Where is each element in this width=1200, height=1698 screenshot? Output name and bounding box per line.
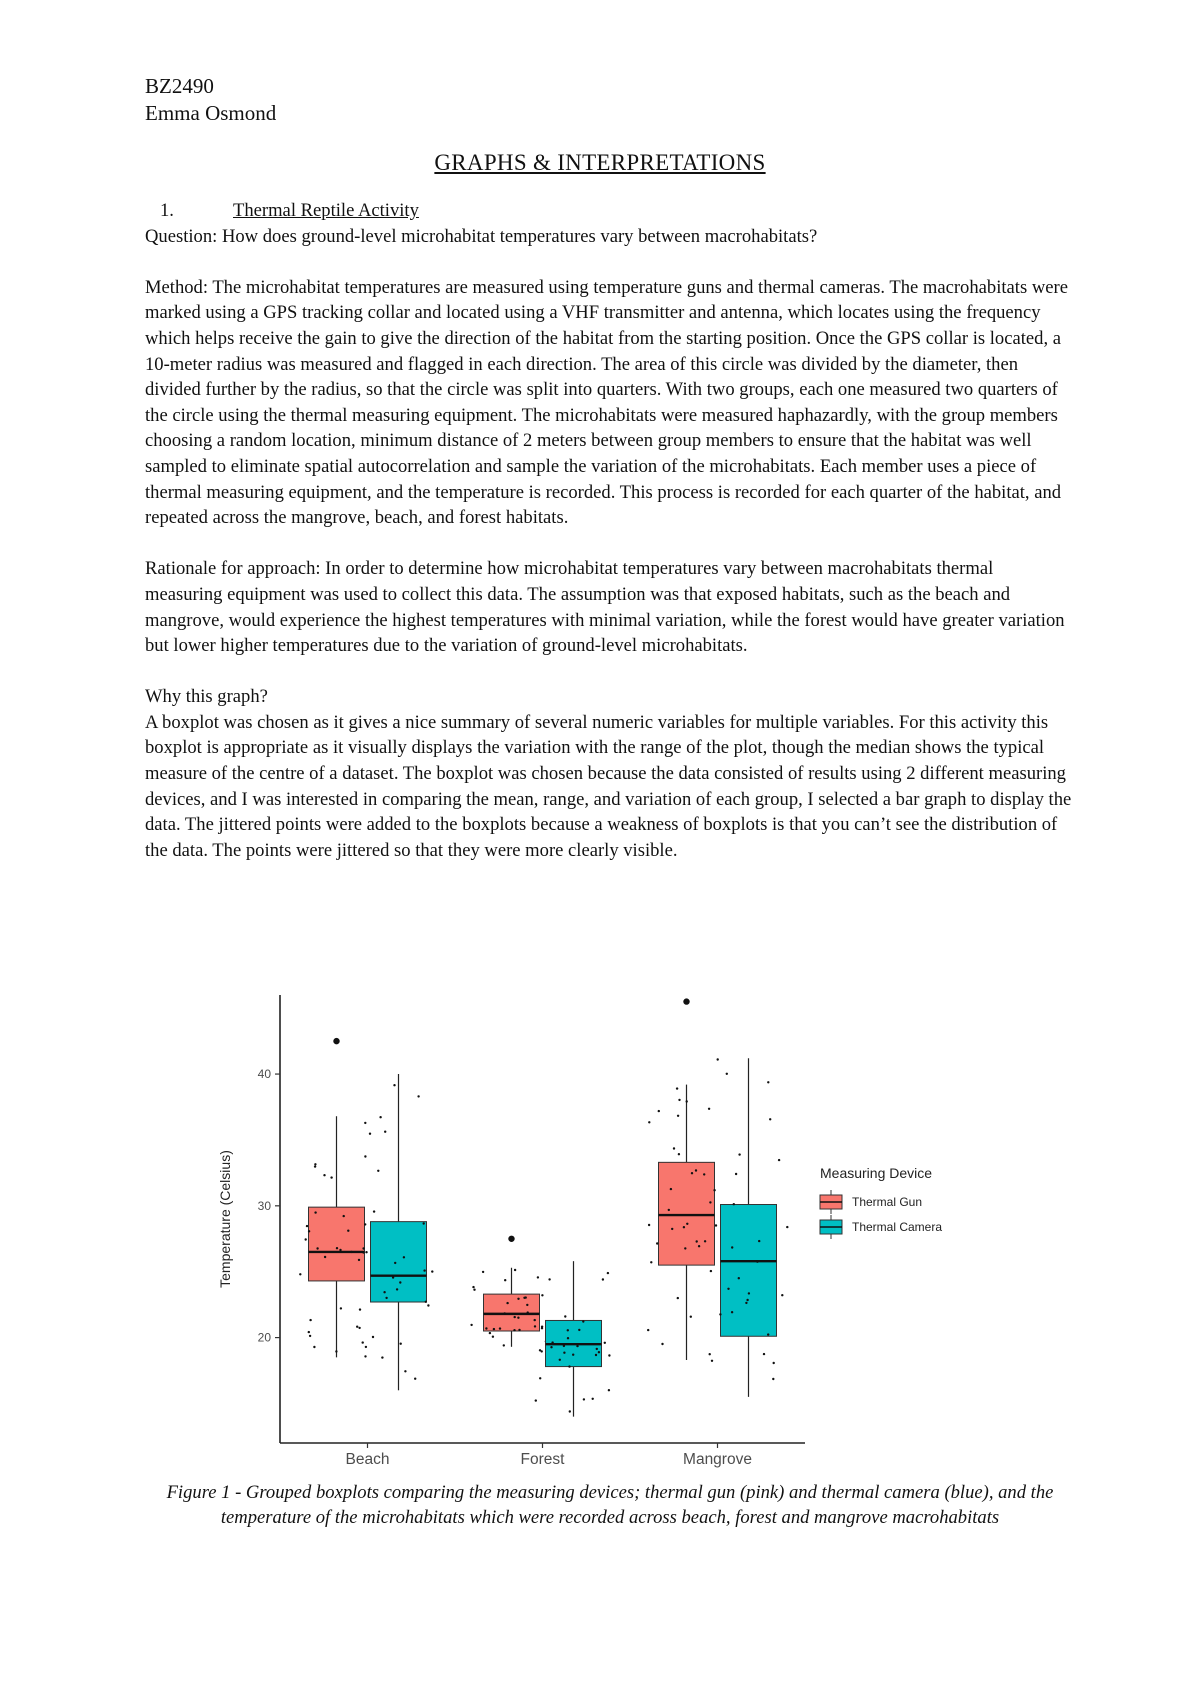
jitter-point <box>650 1261 652 1263</box>
jitter-point <box>582 1320 584 1322</box>
jitter-point <box>568 1365 570 1367</box>
jitter-point <box>499 1327 501 1329</box>
jitter-point <box>698 1245 700 1247</box>
jitter-point <box>604 1342 606 1344</box>
jitter-point <box>372 1336 374 1338</box>
jitter-point <box>678 1153 680 1155</box>
jitter-point <box>676 1087 678 1089</box>
jitter-point <box>365 1346 367 1348</box>
jitter-point <box>686 1100 688 1102</box>
jitter-point <box>518 1329 520 1331</box>
jitter-point <box>384 1131 386 1133</box>
x-tick-label-beach: Beach <box>345 1451 390 1468</box>
box-thermal-gun-forest <box>484 1294 540 1331</box>
jitter-point <box>578 1329 580 1331</box>
jitter-point <box>369 1133 371 1135</box>
jitter-point <box>485 1327 487 1329</box>
question-paragraph: Question: How does ground-level microhabitat temperatures vary between macrohabitats? <box>145 225 818 247</box>
jitter-point <box>343 1215 345 1217</box>
box-thermal-camera-beach <box>371 1222 427 1302</box>
jitter-point <box>773 1362 775 1364</box>
jitter-point <box>550 1346 552 1348</box>
jitter-point <box>731 1311 733 1313</box>
jitter-point <box>336 1247 338 1249</box>
jitter-point <box>572 1354 574 1356</box>
author-name: Emma Osmond <box>145 101 277 125</box>
jitter-point <box>525 1296 527 1298</box>
jitter-point <box>738 1153 740 1155</box>
jitter-point <box>592 1398 594 1400</box>
jitter-point <box>314 1211 316 1213</box>
jitter-point <box>373 1210 375 1212</box>
outlier-point-thermal-gun-mangrove <box>683 998 689 1004</box>
jitter-point <box>527 1311 529 1313</box>
jitter-point <box>563 1352 565 1354</box>
jitter-point <box>708 1108 710 1110</box>
jitter-point <box>358 1327 360 1329</box>
jitter-point <box>658 1110 660 1112</box>
jitter-point <box>417 1095 419 1097</box>
jitter-point <box>596 1348 598 1350</box>
jitter-point <box>703 1173 705 1175</box>
jitter-point <box>537 1276 539 1278</box>
jitter-point <box>727 1288 729 1290</box>
section-heading: 1. Thermal Reptile Activity <box>145 198 1075 224</box>
jitter-point <box>347 1230 349 1232</box>
jitter-point <box>313 1346 315 1348</box>
jitter-point <box>608 1389 610 1391</box>
jitter-point <box>563 1345 565 1347</box>
jitter-point <box>364 1122 366 1124</box>
jitter-point <box>364 1223 366 1225</box>
jitter-point <box>691 1172 693 1174</box>
jitter-point <box>489 1332 491 1334</box>
jitter-point <box>482 1271 484 1273</box>
jitter-point <box>385 1297 387 1299</box>
jitter-point <box>583 1398 585 1400</box>
jitter-point <box>517 1298 519 1300</box>
jitter-point <box>399 1281 401 1283</box>
jitter-point <box>670 1188 672 1190</box>
jitter-point <box>324 1256 326 1258</box>
jitter-point <box>719 1313 721 1315</box>
jitter-point <box>335 1350 337 1352</box>
jitter-point <box>535 1399 537 1401</box>
jitter-point <box>492 1336 494 1338</box>
jitter-point <box>569 1410 571 1412</box>
jitter-point <box>661 1343 663 1345</box>
jitter-point <box>656 1242 658 1244</box>
jitter-point <box>767 1081 769 1083</box>
jitter-point <box>733 1203 735 1205</box>
jitter-point <box>684 1247 686 1249</box>
outlier-point-thermal-gun-beach <box>333 1038 339 1044</box>
jitter-point <box>726 1073 728 1075</box>
jitter-point <box>403 1256 405 1258</box>
jitter-point <box>608 1354 610 1356</box>
jitter-point <box>746 1299 748 1301</box>
jitter-point <box>379 1116 381 1118</box>
jitter-point <box>763 1353 765 1355</box>
jitter-point <box>713 1189 715 1191</box>
jitter-point <box>709 1201 711 1203</box>
jitter-point <box>711 1360 713 1362</box>
section-heading-text: Thermal Reptile Activity <box>233 200 419 221</box>
jitter-point <box>647 1329 649 1331</box>
jitter-point <box>677 1115 679 1117</box>
course-code: BZ2490 <box>145 74 214 98</box>
x-tick-label-mangrove: Mangrove <box>683 1451 752 1468</box>
jitter-point <box>778 1159 780 1161</box>
jitter-point <box>381 1356 383 1358</box>
jitter-point <box>767 1333 769 1335</box>
boxplot-figure <box>210 985 980 1470</box>
jitter-point <box>567 1337 569 1339</box>
jitter-point <box>425 1301 427 1303</box>
y-tick-label: 40 <box>257 1067 271 1082</box>
jitter-point <box>306 1225 308 1227</box>
y-tick-label: 30 <box>257 1198 271 1213</box>
jitter-point <box>738 1277 740 1279</box>
jitter-point <box>356 1326 358 1328</box>
jitter-point <box>350 1251 352 1253</box>
jitter-point <box>414 1378 416 1380</box>
rationale-paragraph: Rationale for approach: In order to determine how microhabitat temperatures vary between macrohabitats thermal measuring equipment was used to collect this data. The assumption was that exposed habitats, such as the beach and mangrove, would experience the highest temperatures with minimal variation, while the forest would have greater variation but lower higher temperatures due to the variation of ground-level microhabitats. <box>145 558 1065 657</box>
jitter-point <box>551 1341 553 1343</box>
jitter-point <box>526 1304 528 1306</box>
jitter-point <box>404 1370 406 1372</box>
jitter-point <box>506 1302 508 1304</box>
jitter-point <box>709 1353 711 1355</box>
jitter-point <box>427 1304 429 1306</box>
jitter-point <box>358 1259 360 1261</box>
legend-label-thermal-camera: Thermal Camera <box>852 1220 943 1234</box>
jitter-point <box>514 1316 516 1318</box>
jitter-point <box>308 1331 310 1333</box>
jitter-point <box>330 1176 332 1178</box>
jitter-point <box>567 1329 569 1331</box>
jitter-point <box>504 1279 506 1281</box>
jitter-point <box>534 1325 536 1327</box>
jitter-point <box>340 1307 342 1309</box>
jitter-point <box>314 1163 316 1165</box>
jitter-point <box>305 1238 307 1240</box>
jitter-point <box>359 1308 361 1310</box>
jitter-point <box>769 1118 771 1120</box>
jitter-point <box>717 1058 719 1060</box>
jitter-point <box>393 1084 395 1086</box>
jitter-point <box>595 1354 597 1356</box>
jitter-point <box>671 1228 673 1230</box>
jitter-point <box>677 1297 679 1299</box>
box-thermal-camera-mangrove <box>721 1205 777 1337</box>
jitter-point <box>715 1224 717 1226</box>
legend-label-thermal-gun: Thermal Gun <box>852 1195 923 1209</box>
jitter-point <box>648 1121 650 1123</box>
jitter-point <box>396 1288 398 1290</box>
y-tick-label: 20 <box>257 1330 271 1345</box>
x-tick-label-forest: Forest <box>520 1451 565 1468</box>
jitter-point <box>758 1240 760 1242</box>
jitter-point <box>678 1099 680 1101</box>
jitter-point <box>686 1223 688 1225</box>
jitter-point <box>748 1292 750 1294</box>
jitter-point <box>472 1286 474 1288</box>
jitter-point <box>534 1319 536 1321</box>
jitter-point <box>513 1329 515 1331</box>
jitter-point <box>504 1312 506 1314</box>
jitter-point <box>473 1289 475 1291</box>
outlier-point-thermal-gun-forest <box>508 1236 514 1242</box>
jitter-point <box>377 1170 379 1172</box>
jitter-point <box>668 1209 670 1211</box>
why-paragraph: A boxplot was chosen as it gives a nice summary of several numeric variables for multiple variables. For this activity this boxplot is appropriate as it visually displays the variation with the range of the plot, though the median shows the typical measure of the centre of a dataset. The boxplot was chosen because the data consisted of results using 2 different measuring devices, and I was interested in comparing the mean, range, and variation of each group, I selected a bar graph to display the data. The jittered points were added to the boxplots because a weakness of boxplots is that you can’t see the distribution of the data. The points were jittered so that they were more clearly visible. <box>145 711 1072 861</box>
jitter-point <box>362 1251 364 1253</box>
jitter-point <box>364 1355 366 1357</box>
jitter-point <box>394 1262 396 1264</box>
jitter-point <box>602 1278 604 1280</box>
jitter-point <box>607 1272 609 1274</box>
jitter-point <box>309 1335 311 1337</box>
jitter-point <box>392 1276 394 1278</box>
why-heading: Why this graph? <box>145 686 268 708</box>
jitter-point <box>514 1269 516 1271</box>
jitter-point <box>745 1302 747 1304</box>
jitter-point <box>781 1294 783 1296</box>
jitter-point <box>383 1291 385 1293</box>
jitter-point <box>648 1224 650 1226</box>
box-thermal-gun-beach <box>309 1207 365 1281</box>
jitter-point <box>756 1261 758 1263</box>
jitter-point <box>309 1319 311 1321</box>
jitter-point <box>423 1222 425 1224</box>
jitter-point <box>673 1147 675 1149</box>
jitter-point <box>690 1316 692 1318</box>
jitter-point <box>541 1350 543 1352</box>
document-body <box>145 198 1075 863</box>
jitter-point <box>423 1269 425 1271</box>
jitter-point <box>470 1324 472 1326</box>
jitter-point <box>564 1315 566 1317</box>
jitter-point <box>710 1270 712 1272</box>
jitter-point <box>362 1247 364 1249</box>
method-paragraph: Method: The microhabitat temperatures are measured using temperature guns and thermal cameras. The macrohabitats were marked using a GPS tracking collar and located using a VHF transmitter and antenna, which locates using the frequency which helps receive the gain to give the direction of the habitat from the starting position. Once the GPS collar is located, a 10-meter radius was measured and flagged in each direction. The area of this circle was divided by the diameter, then divided further by the radius, so that the circle was split into quarters. With two groups, each one measured two quarters of the circle using the thermal measuring equipment. The microhabitats were measured haphazardly, with the group members choosing a random location, minimum distance of 2 meters between group members to ensure that the habitat was well sampled to eliminate spatial autocorrelation and sample the variation of the microhabitats. Each member uses a piece of thermal measuring equipment, and the temperature is recorded. This process is recorded for each quarter of the habitat, and repeated across the mangrove, beach, and forest habitats. <box>145 276 1068 529</box>
jitter-point <box>517 1317 519 1319</box>
jitter-point <box>339 1249 341 1251</box>
jitter-point <box>365 1251 367 1253</box>
jitter-point <box>576 1345 578 1347</box>
jitter-point <box>695 1169 697 1171</box>
y-axis-label: Temperature (Celsius) <box>217 1150 233 1288</box>
jitter-point <box>364 1155 366 1157</box>
jitter-point <box>704 1240 706 1242</box>
jitter-point <box>316 1247 318 1249</box>
jitter-point <box>772 1378 774 1380</box>
jitter-point <box>362 1341 364 1343</box>
jitter-point <box>493 1328 495 1330</box>
jitter-point <box>735 1173 737 1175</box>
jitter-point <box>308 1230 310 1232</box>
jitter-point <box>541 1326 543 1328</box>
figure-caption: Figure 1 - Grouped boxplots comparing the measuring devices; thermal gun (pink) and thermal camera (blue), and the temperature of the microhabitats which were recorded across beach, forest and mangrove macrohabitats <box>166 1482 1054 1528</box>
jitter-point <box>731 1246 733 1248</box>
page-title: GRAPHS & INTERPRETATIONS <box>434 150 766 175</box>
jitter-point <box>559 1359 561 1361</box>
jitter-point <box>431 1270 433 1272</box>
jitter-point <box>548 1278 550 1280</box>
legend-title: Measuring Device <box>820 1165 933 1181</box>
jitter-point <box>598 1351 600 1353</box>
jitter-point <box>696 1240 698 1242</box>
jitter-point <box>400 1343 402 1345</box>
jitter-point <box>541 1294 543 1296</box>
jitter-point <box>683 1226 685 1228</box>
jitter-point <box>786 1226 788 1228</box>
jitter-point <box>314 1165 316 1167</box>
jitter-point <box>539 1377 541 1379</box>
document-header <box>145 73 276 127</box>
box-thermal-gun-mangrove <box>659 1162 715 1265</box>
jitter-point <box>323 1174 325 1176</box>
jitter-point <box>503 1344 505 1346</box>
jitter-point <box>299 1273 301 1275</box>
